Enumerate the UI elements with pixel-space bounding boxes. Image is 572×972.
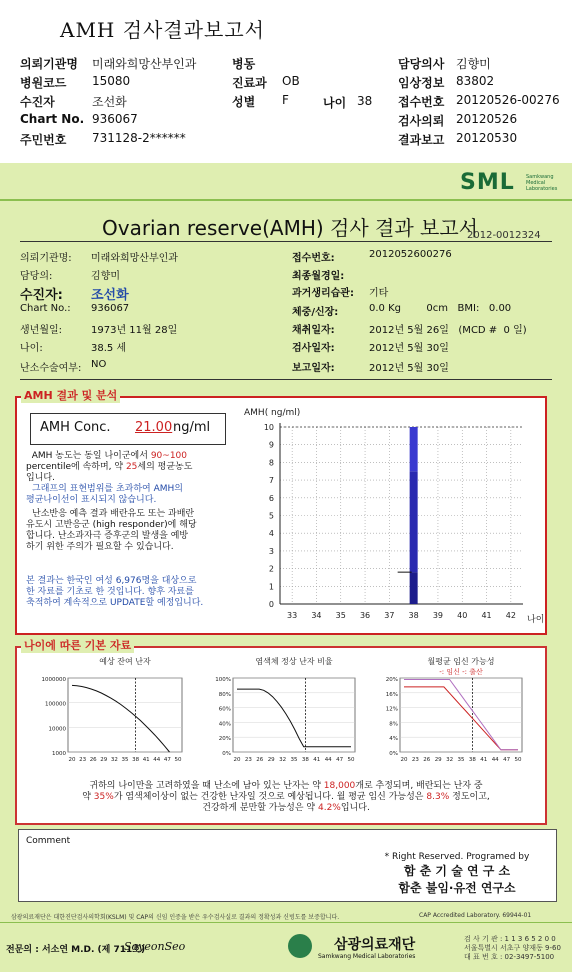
header-value: 20120530: [456, 131, 518, 145]
mini-x-tick: 47: [503, 757, 511, 763]
footer-doctor: 전문의 : 서소연 M.D. (제 711호): [6, 945, 146, 955]
info-key: 생년월일:: [20, 325, 63, 336]
mini-x-tick: 44: [324, 757, 332, 763]
mini-y-tick: 16%: [385, 691, 398, 698]
amh-bar-segment: [410, 572, 418, 604]
amh-chart-svg: [238, 401, 545, 625]
y-tick-label: 7: [268, 476, 274, 486]
doctor-signature: SoyeonSeo: [124, 940, 186, 953]
mini-x-tick: 41: [480, 757, 488, 763]
mini-y-tick: 100%: [215, 677, 231, 683]
y-tick-label: 3: [268, 546, 274, 556]
info-key: 수진자:: [20, 288, 63, 303]
header-value: 15080: [92, 74, 131, 88]
info-value: 0.0 Kg 0cm BMI: 0.00: [369, 303, 512, 314]
age-data-section-title: 나이에 따른 기본 자료: [21, 637, 134, 653]
mini-x-tick: 38: [132, 757, 140, 763]
mini-x-tick: 47: [163, 757, 171, 763]
mini-x-tick: 29: [434, 757, 442, 763]
divider: [0, 922, 572, 923]
mini-x-tick: 23: [411, 757, 419, 763]
info-key: 접수번호:: [292, 253, 335, 264]
sml-logo-sub: Samkwang Medical Laboratories: [526, 174, 558, 192]
header-value: 83802: [456, 74, 495, 88]
amh-conc-box: [30, 413, 226, 445]
mini-y-tick: 20%: [385, 677, 398, 683]
info-value: 1973년 11월 28일: [91, 325, 178, 336]
x-tick-label: 42: [505, 611, 516, 620]
mini-y-tick: 0%: [389, 751, 398, 757]
y-tick-label: 6: [268, 493, 274, 503]
info-value: NO: [91, 359, 107, 370]
mini-x-tick: 50: [514, 757, 522, 763]
plot-area: [400, 678, 522, 752]
y-tick-label: 0: [268, 600, 274, 609]
x-axis-label: 나이: [527, 615, 545, 625]
header-key: 접수번호: [398, 95, 445, 109]
header-key: Chart No.: [20, 112, 85, 126]
amh-section-title: AMH 결과 및 분석: [21, 387, 120, 403]
header-key: 검사의뢰: [398, 114, 445, 128]
mini-x-tick: 32: [279, 757, 287, 763]
mini-y-tick: 8%: [389, 721, 398, 728]
header-value: 731128-2******: [92, 131, 186, 145]
header-value: 20120526-00276: [456, 93, 560, 107]
info-key: 검사일자:: [292, 343, 335, 354]
foundation-en: Samkwang Medical Laboratories: [318, 953, 416, 960]
info-key: 체중/신장:: [292, 307, 339, 318]
x-tick-label: 36: [359, 611, 371, 620]
mini-y-tick: 100000: [45, 701, 66, 708]
report-main-title: Ovarian reserve(AMH) 검사 결과 보고서: [102, 216, 478, 240]
header-key: 담당의사: [398, 57, 445, 71]
info-key: Chart No.:: [20, 303, 71, 314]
info-key: 과거생리습관:: [292, 288, 354, 299]
info-key: 난소수술여부:: [20, 363, 82, 374]
mini-chart-chromosome: [203, 652, 366, 775]
y-tick-label: 5: [268, 511, 274, 521]
mini-x-tick: 47: [336, 757, 344, 763]
header-key: 병동: [232, 57, 256, 71]
report-title: AMH 검사결과보고서: [60, 18, 265, 42]
mini-x-tick: 23: [79, 757, 87, 763]
info-value: 기타: [369, 288, 389, 299]
y-axis-label: AMH( ng/ml): [244, 408, 301, 418]
footer-cap: CAP Accredited Laboratory. 69944-01: [419, 912, 532, 919]
info-value: 38.5 세: [91, 343, 127, 354]
mini-chart-title: 월평균 임신 가능성: [427, 657, 495, 666]
x-tick-label: 38: [408, 611, 419, 620]
mini-y-tick: 1000: [52, 751, 66, 757]
mini-x-tick: 26: [423, 757, 431, 763]
x-tick-label: 34: [311, 611, 322, 620]
mini-chart-legend: -: 임신 -: 출산: [439, 668, 483, 676]
summary-text: 귀하의 나이만을 고려하였을 때 난소에 남아 있는 난자는 약 18,000개로 추정되며, 배란되는 난자 중 약 35%가 염색체이상이 없는 건강한 난자일 것으로 예상됩니다. 월 평균 임신 가능성은 8.3% 정도이고, 건강하게 분만할 가능성은 약 4.2%입니다.: [82, 781, 490, 813]
y-tick-label: 9: [268, 440, 274, 450]
header-value: F: [282, 93, 289, 107]
rights-block: * Right Reserved. Programed by 함 춘 기 술 연 구 소 함춘 불임·유전 연구소: [384, 852, 530, 895]
mini-x-tick: 44: [153, 757, 161, 763]
divider: [20, 241, 552, 242]
mini-x-tick: 41: [142, 757, 150, 763]
mini-x-tick: 41: [313, 757, 321, 763]
mini-x-tick: 23: [244, 757, 252, 763]
y-tick-label: 10: [263, 423, 274, 432]
info-key: 최종월경일:: [292, 271, 345, 282]
mini-chart-svg: [370, 652, 533, 775]
header-key: 성별: [232, 95, 256, 109]
header-value: 936067: [92, 112, 138, 126]
mini-chart-title: 예상 잔여 난자: [99, 657, 151, 666]
footer-contact: 검 사 기 관 : 1 1 3 6 5 2 0 0 서울특별시 서초구 양재동 9-60 대 표 번 호 : 02-3497-5100: [464, 935, 561, 961]
mini-x-tick: 50: [347, 757, 355, 763]
x-tick-label: 37: [384, 611, 395, 620]
mini-x-tick: 29: [100, 757, 108, 763]
amh-bar-segment: [410, 471, 418, 572]
amh-conc-unit: ng/ml: [173, 420, 211, 435]
mini-x-tick: 26: [89, 757, 97, 763]
comment-label: Comment: [26, 836, 71, 846]
x-tick-label: 35: [335, 611, 346, 620]
info-key: 의뢰기관명:: [20, 253, 72, 264]
mini-x-tick: 35: [121, 757, 129, 763]
mini-chart-svg: [30, 652, 193, 775]
mini-chart-svg: [203, 652, 366, 775]
info-value: 2012년 5월 26일 (MCD # 0 일): [369, 325, 527, 336]
info-value: 2012년 5월 30일: [369, 363, 449, 374]
header-key: 수진자: [20, 95, 55, 109]
x-tick-label: 40: [457, 611, 468, 620]
header-key: 의뢰기관명: [20, 57, 78, 71]
header-value: 미래와희망산부인과: [92, 57, 197, 71]
header-key: 임상정보: [398, 76, 445, 90]
header-key: 진료과: [232, 76, 267, 90]
x-tick-label: 41: [481, 611, 492, 620]
info-value: 2012052600276: [369, 249, 452, 260]
y-tick-label: 8: [268, 458, 274, 468]
mini-chart-eggs: [30, 652, 193, 775]
y-tick-label: 4: [268, 529, 274, 539]
y-tick-label: 2: [268, 564, 274, 574]
report-number: 2012-0012324: [467, 230, 541, 241]
mini-y-tick: 12%: [385, 706, 398, 713]
mini-x-tick: 29: [267, 757, 275, 763]
mini-y-tick: 10000: [48, 726, 66, 733]
mini-x-tick: 20: [233, 757, 241, 763]
info-key: 채취일자:: [292, 325, 335, 336]
amh-chart: [238, 401, 545, 625]
amh-bar-segment: [410, 427, 418, 471]
mini-y-tick: 40%: [218, 721, 231, 728]
divider: [20, 379, 552, 380]
chart-background: [238, 401, 538, 623]
info-value: 2012년 5월 30일: [369, 343, 449, 354]
mini-x-tick: 38: [301, 757, 309, 763]
y-tick-label: 1: [268, 582, 274, 592]
mini-x-tick: 50: [174, 757, 182, 763]
mini-x-tick: 35: [290, 757, 298, 763]
age-label: 나이: [323, 96, 347, 110]
mini-x-tick: 38: [468, 757, 476, 763]
foundation-logo-icon: [288, 934, 312, 958]
header-key: 결과보고: [398, 133, 445, 147]
mini-y-tick: 0%: [222, 751, 231, 757]
info-value: 미래와희망산부인과: [91, 253, 178, 264]
header-value: OB: [282, 74, 300, 88]
info-value: 김향미: [91, 271, 120, 282]
header-key: 병원코드: [20, 76, 67, 90]
mini-y-tick: 20%: [218, 736, 231, 743]
x-tick-label: 33: [287, 611, 298, 620]
mini-x-tick: 20: [400, 757, 408, 763]
divider: [0, 199, 572, 201]
mini-x-tick: 26: [256, 757, 264, 763]
info-value: 조선화: [91, 288, 129, 303]
mini-chart-title: 염색체 정상 난자 비율: [255, 657, 333, 666]
mini-chart-pregnancy: [370, 652, 533, 775]
mini-y-tick: 60%: [218, 706, 231, 713]
header-key: 주민번호: [20, 133, 67, 147]
mini-x-tick: 32: [110, 757, 118, 763]
amh-conc-value: 21.00: [135, 420, 173, 435]
info-key: 담당의:: [20, 271, 53, 282]
header-value: 20120526: [456, 112, 518, 126]
mini-x-tick: 32: [446, 757, 454, 763]
sml-logo: SML: [460, 170, 515, 195]
amh-conc-label: AMH Conc.: [40, 420, 111, 435]
header-value: 조선화: [92, 95, 127, 109]
mini-x-tick: 35: [457, 757, 465, 763]
foundation-name: 삼광의료재단: [334, 937, 416, 953]
info-key: 보고일자:: [292, 363, 335, 374]
info-key: 나이:: [20, 343, 43, 354]
footer-accreditation: 삼광의료재단은 대한진단검사의학회(KSLM) 및 CAP의 신임 인증을 받은 우수검사실로 결과의 정확성과 신빙도를 보증합니다.: [11, 914, 340, 921]
mini-y-tick: 1000000: [41, 677, 66, 683]
mini-x-tick: 44: [491, 757, 499, 763]
info-value: 936067: [91, 303, 130, 314]
mini-y-tick: 80%: [218, 691, 231, 698]
amh-analysis-text: AMH 농도는 동일 나이군에서 90~100 percentile에 속하며, 약 25세의 평균농도 입니다. 그래프의 표현범위를 초과하여 AMH의 평균나이선이 표시되지 않습니다. 난소반응 예측 결과 배란유도 또는 과배란 유도시 고반응군 (high responder)에 해당 합니다. 난소과자극 증후군의 발생을 예방 하기 위한 주의가 필요할 수 있습니다. 본 결과는 한국인 여성 6,976명을 대상으로 한 자료를 기초로 한 것입니다. 향후 자료를 축적하여 계속적으로 UPDATE할 예정입니다.: [26, 451, 204, 608]
plot-area: [68, 678, 182, 752]
header-value: 김향미: [456, 57, 491, 71]
mini-y-tick: 4%: [389, 736, 398, 743]
age-value: 38: [357, 94, 373, 108]
x-tick-label: 39: [432, 611, 444, 620]
mini-x-tick: 20: [68, 757, 76, 763]
